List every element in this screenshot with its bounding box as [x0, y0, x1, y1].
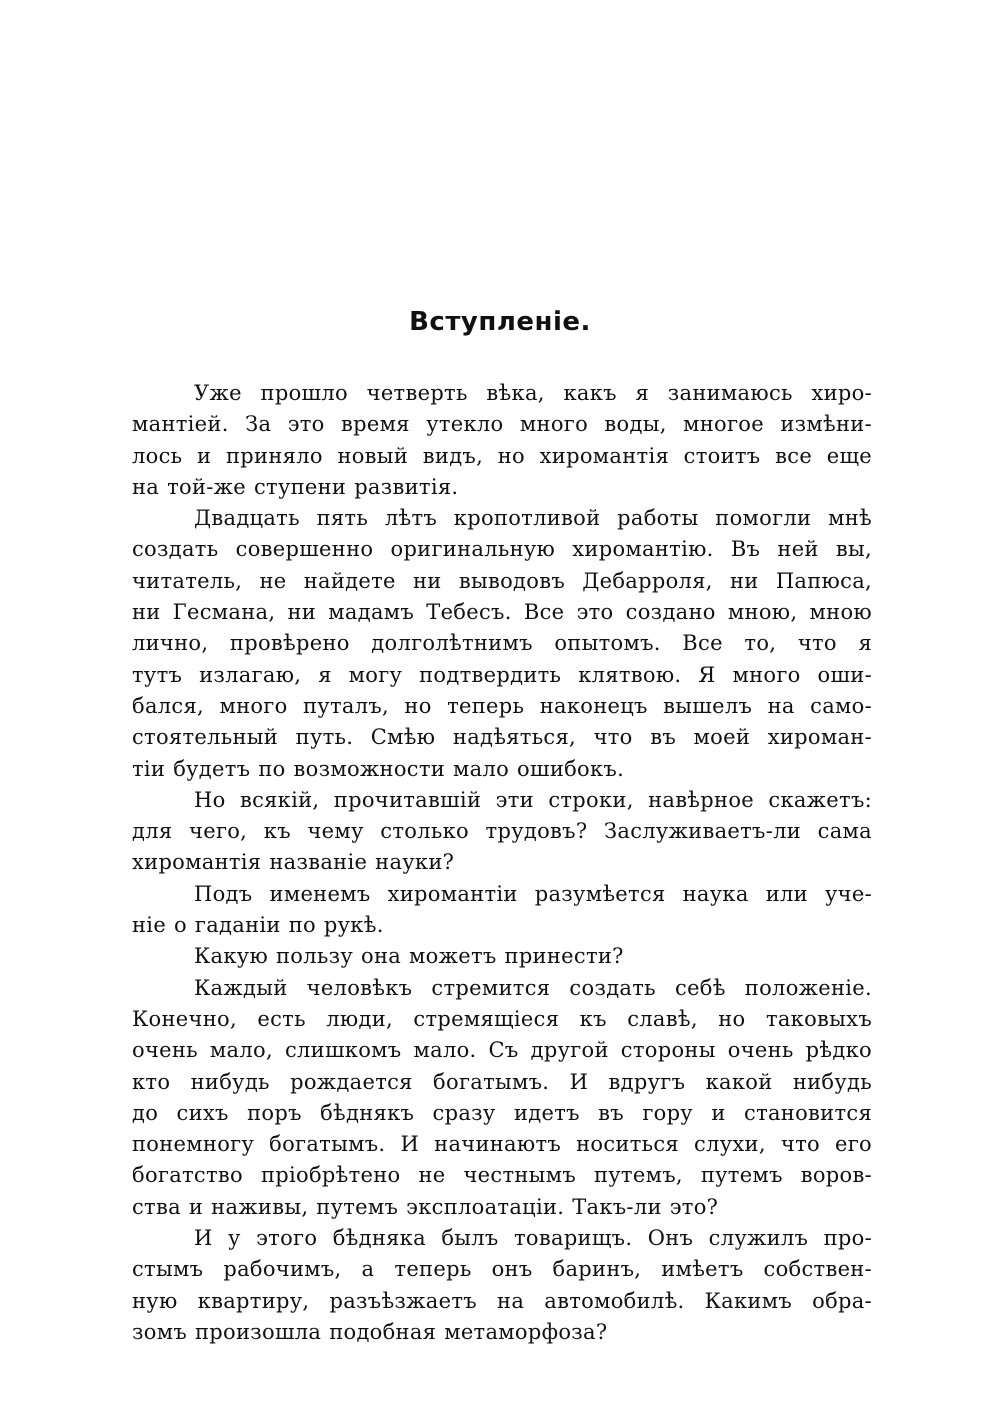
- text-line: Какую пользу она можетъ принести?: [194, 944, 624, 969]
- text-line: И у этого бѣдняка былъ товарищъ. Онъ служилъ про-: [194, 1226, 872, 1251]
- text-line: ни Гесмана, ни мадамъ Тебесъ. Все это создано мною, мною: [132, 600, 872, 625]
- text-line: ную квартиру, разъѣзжаетъ на автомобилѣ. Какимъ обра-: [132, 1288, 872, 1313]
- text-line: богатство пріобрѣтено не честнымъ путемъ, путемъ воров-: [132, 1163, 872, 1188]
- text-line: Подъ именемъ хиромантіи разумѣется наука или уче-: [194, 881, 872, 906]
- text-line: понемногу богатымъ. И начинаютъ носиться слухи, что его: [132, 1132, 872, 1157]
- text-line: читатель, не найдете ни выводовъ Дебарроля, ни Папюса,: [132, 568, 872, 593]
- text-line: бался, много путалъ, но теперь наконецъ вышелъ на само-: [132, 693, 872, 718]
- text-line: Двадцать пять лѣтъ кропотливой работы помогли мнѣ: [194, 506, 872, 531]
- body-text: [132, 378, 872, 1348]
- text-line: Уже прошло четверть вѣка, какъ я занимаюсь хиро-: [194, 381, 872, 405]
- text-line: тутъ излагаю, я могу подтвердить клятвою. Я много оши-: [132, 662, 872, 687]
- text-line: Конечно, есть люди, стремящіеся къ славѣ, но таковыхъ: [132, 1006, 872, 1031]
- text-line: стоятельный путь. Смѣю надѣяться, что въ моей хироман-: [132, 725, 872, 750]
- text-line: ніе о гаданіи по рукѣ.: [132, 913, 384, 938]
- text-line: создать совершенно оригинальную хиромантію. Въ ней вы,: [132, 537, 872, 562]
- text-line: Но всякій, прочитавшій эти строки, навѣрное скажетъ:: [194, 787, 872, 812]
- text-line: лось и приняло новый видъ, но хиромантія стоитъ все еще: [132, 443, 872, 468]
- text-line: хиромантія названіе науки?: [132, 850, 455, 875]
- text-line: Каждый человѣкъ стремится создать себѣ положеніе.: [194, 975, 872, 1000]
- text-line: на той-же ступени развитія.: [132, 474, 459, 499]
- text-line: ства и наживы, путемъ эксплоатаціи. Такъ-ли это?: [132, 1194, 719, 1219]
- text-line: стымъ рабочимъ, а теперь онъ баринъ, имѣетъ собствен-: [132, 1257, 872, 1282]
- text-line: зомъ произошла подобная метаморфоза?: [132, 1319, 608, 1344]
- text-line: тіи будетъ по возможности мало ошибокъ.: [132, 756, 625, 781]
- text-line: до сихъ поръ бѣднякъ сразу идетъ въ гору и становится: [132, 1100, 872, 1125]
- text-line: очень мало, слишкомъ мало. Съ другой стороны очень рѣдко: [132, 1038, 872, 1063]
- chapter-heading: Вступленіе.: [409, 307, 591, 337]
- text-line: для чего, къ чему столько трудовъ? Заслуживаетъ-ли сама: [132, 819, 872, 844]
- text-line: лично, провѣрено долголѣтнимъ опытомъ. Все то, что я: [132, 631, 872, 656]
- text-line: мантіей. За это время утекло много воды, многое измѣни-: [132, 412, 872, 437]
- text-line: кто нибудь рождается богатымъ. И вдругъ какой нибудь: [132, 1069, 872, 1094]
